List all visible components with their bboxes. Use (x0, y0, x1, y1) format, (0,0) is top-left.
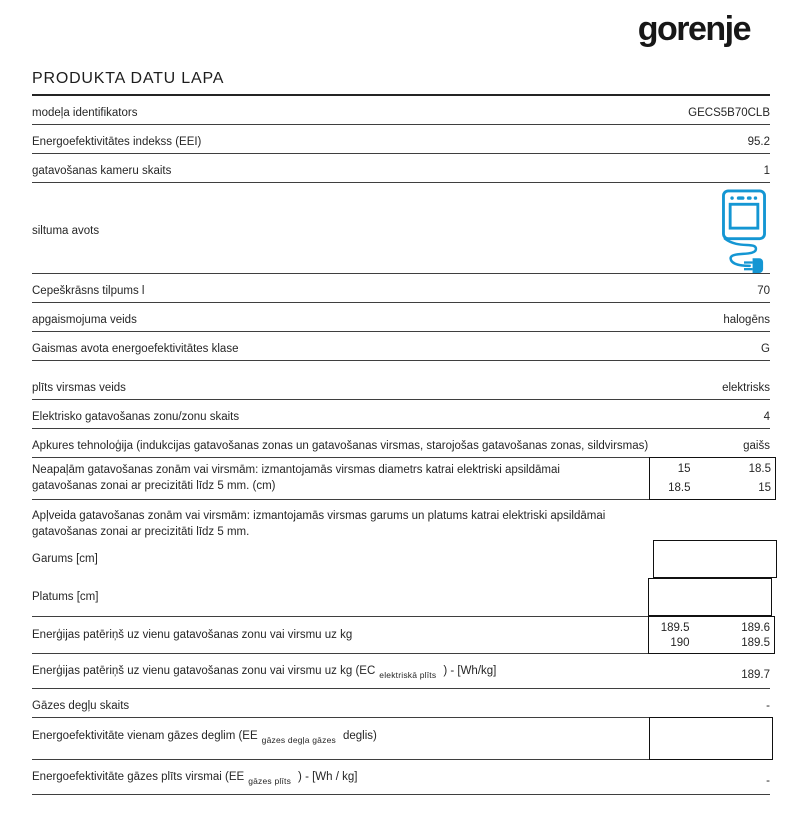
light-source-class-label: Gaismas avota energoefektivitātes klase (32, 343, 239, 355)
hob-type-value: elektrisks (722, 382, 770, 394)
lighting-type-value: halogēns (723, 314, 770, 326)
oven-volume-label: Cepeškrāsns tilpums l (32, 285, 145, 297)
row-energy-per-zone (32, 616, 770, 654)
oven-volume-value: 70 (757, 285, 770, 297)
row-gas-burners-count (32, 700, 770, 718)
gas-burners-label: Gāzes degļu skaits (32, 700, 130, 712)
zone-diameter-value: 18.5 (668, 482, 691, 494)
lighting-type-label: apgaismojuma veids (32, 314, 137, 326)
row-electric-zones-count (32, 411, 770, 429)
heating-technology-value: gaišs (743, 440, 770, 452)
chambers-value: 1 (763, 165, 770, 177)
gas-hob-efficiency-label: Energoefektivitāte gāzes plīts virsmai (EE $_{gāzes plīts}$ ) - [Wh / kg] (32, 771, 358, 786)
row-gas-hob-efficiency (32, 771, 770, 795)
row-model-identifier (32, 107, 770, 125)
zone-diameter-value: 18.5 (748, 463, 771, 475)
row-heat-source (32, 189, 770, 274)
heating-technology-label: Apkures tehnoloģija (indukcijas gatavošanas zonas un gatavošanas virsmas, starojošas gatavošanas zonas, sildvirsmas) (32, 440, 649, 452)
ee-gas-hob-subscript: gāzes plīts (248, 776, 292, 786)
round-zones-note: Apļveida gatavošanas zonām vai virsmām: izmantojamās virsmas garums un platums katrai elektriski apsildāmai gatavošanas zonai ar precizitāti līdz 5 mm. (32, 510, 606, 538)
energy-value: 189.5 (660, 621, 690, 634)
gorenje-logo: gorenje (637, 10, 750, 48)
non-round-zones-values-box (649, 457, 776, 500)
row-energy-efficiency-index (32, 136, 770, 154)
row-length (32, 540, 770, 578)
row-hob-type (32, 382, 770, 400)
row-energy-ec-electric-hob (32, 665, 770, 689)
electric-zones-value: 4 (763, 411, 770, 423)
row-oven-volume (32, 285, 770, 303)
ec-subscript: elektriskā plīts (379, 670, 437, 680)
heat-source-label: siltuma avots (32, 224, 100, 237)
energy-value: 190 (670, 636, 690, 649)
energy-value: 189.6 (741, 621, 770, 634)
energy-ec-label: Enerģijas patēriņš uz vienu gatavošanas zonu vai virsmu uz kg (EC $_{elektriskā plīts}$ ) - [Wh/kg] (32, 665, 497, 680)
page-title: PRODUKTA DATU LAPA (32, 70, 770, 96)
ee-gas-burner-subscript: gāzes degļa gāzes (261, 735, 336, 745)
gas-hob-efficiency-value: - (766, 775, 770, 787)
gas-burners-value: - (766, 700, 770, 712)
length-label: Garums [cm] (32, 553, 98, 565)
zone-diameter-value: 15 (758, 482, 771, 494)
non-round-zones-label: Neapaļām gatavošanas zonām vai virsmām: izmantojamās virsmas diametrs katrai elektriski apsildāmai gatavošanas zonai ar precizitāti līdz 5 mm. (cm) (32, 464, 560, 492)
energy-per-zone-label: Enerģijas patēriņš uz vienu gatavošanas zonu vai virsmu uz kg (32, 629, 353, 641)
row-lighting-type (32, 314, 770, 332)
row-heating-technology (32, 440, 770, 458)
row-gas-burner-efficiency (32, 718, 770, 760)
hob-type-label: plīts virsmas veids (32, 382, 126, 394)
width-values-box (648, 578, 772, 616)
row-non-round-zones-diameter (32, 458, 770, 500)
energy-per-zone-values-box (648, 616, 775, 654)
electric-oven-plug-icon (720, 189, 768, 273)
model-identifier-value: GECS5B70CLB (688, 107, 770, 119)
row-light-source-class (32, 343, 770, 361)
zone-diameter-value: 15 (677, 463, 691, 475)
gas-burner-efficiency-values-box (649, 717, 773, 760)
gas-burner-efficiency-label: Energoefektivitāte vienam gāzes deglim (EE $_{gāzes degļa gāzes}$ deglis) (32, 730, 377, 745)
width-label: Platums [cm] (32, 591, 99, 603)
model-identifier-label: modeļa identifikators (32, 107, 138, 119)
length-values-box (653, 540, 777, 578)
eei-value: 95.2 (747, 136, 770, 148)
energy-value: 189.5 (741, 636, 770, 649)
row-cooking-chambers (32, 165, 770, 183)
row-width (32, 578, 770, 616)
energy-ec-value: 189.7 (741, 669, 770, 681)
light-source-class-value: G (761, 343, 770, 355)
eei-label: Energoefektivitātes indekss (EEI) (32, 136, 202, 148)
chambers-label: gatavošanas kameru skaits (32, 165, 172, 177)
electric-zones-label: Elektrisko gatavošanas zonu/zonu skaits (32, 411, 240, 423)
